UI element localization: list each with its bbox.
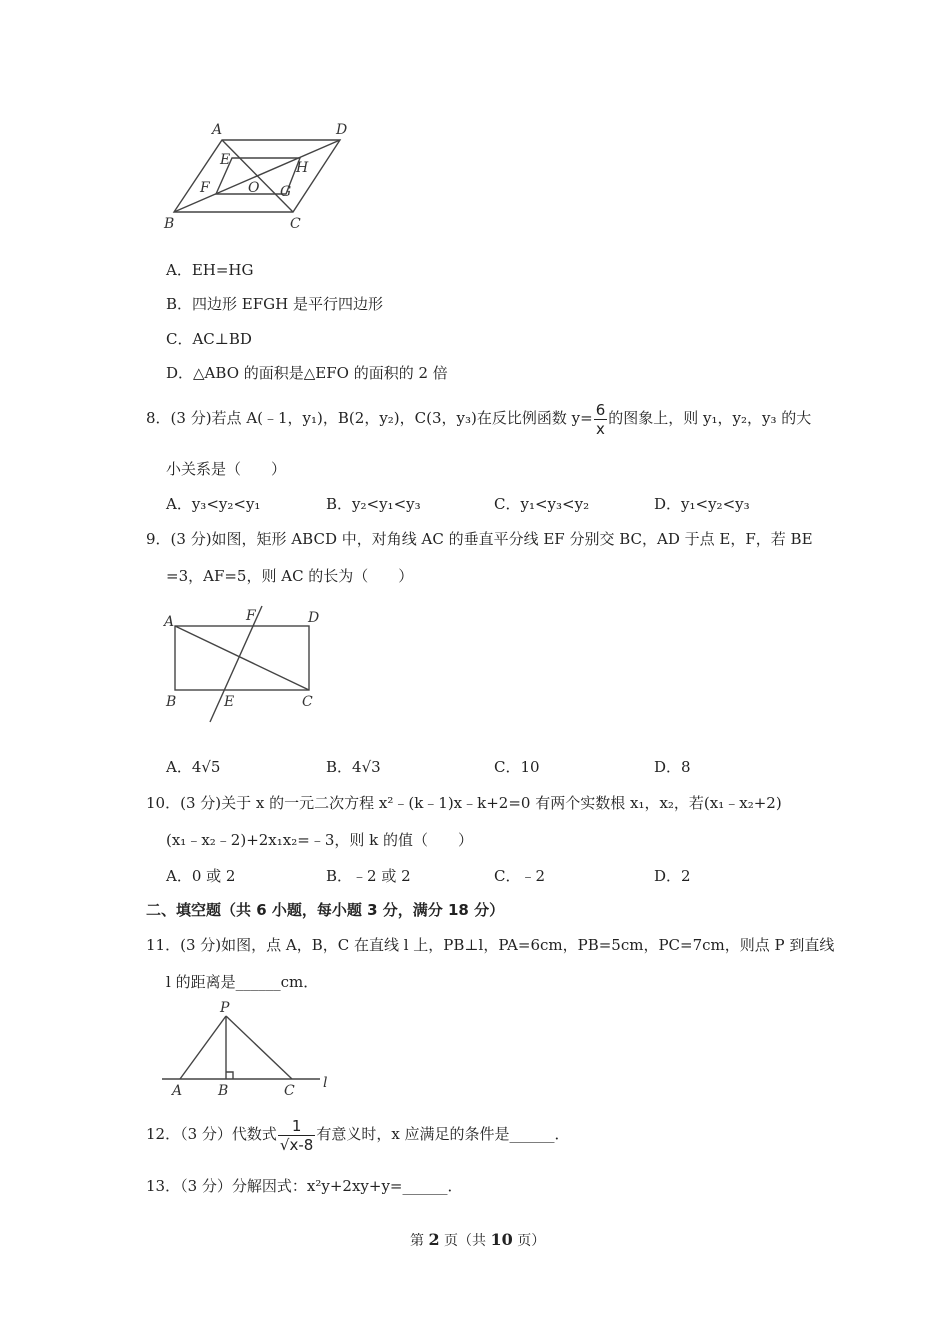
section-heading-fill-in: 二、填空题（共 6 小题，每小题 3 分，满分 18 分）: [146, 901, 505, 919]
label-E: E: [224, 694, 235, 710]
q8-fraction: [594, 401, 608, 438]
label-C: C: [290, 216, 301, 232]
footer-post: 页）: [517, 1233, 546, 1249]
q13-stem: 13．（3 分）分解因式：x²y+2xy+y=______．: [146, 1177, 463, 1195]
label-A: A: [164, 614, 175, 630]
q8-stem-pre: 8．(3 分)若点 A(﹣1，y₁)，B(2，y₂)，C(3，y₃)在反比例函数 y=: [146, 409, 593, 427]
label-B: B: [218, 1083, 229, 1099]
q7-option-b: B．四边形 EFGH 是平行四边形: [166, 295, 383, 313]
q10-stem-line2: (x₁﹣x₂﹣2)+2x₁x₂=﹣3，则 k 的值（ ）: [166, 831, 473, 849]
q11-stem-line2: l 的距离是______cm．: [166, 973, 319, 991]
label-C: C: [284, 1083, 295, 1099]
label-P: P: [220, 1000, 230, 1016]
q8-option-a: A．y₃<y₂<y₁: [166, 495, 261, 513]
q9-option-b: B．4√3: [326, 758, 381, 776]
q12-fraction: [278, 1117, 315, 1154]
q8-option-c: C．y₁<y₃<y₂: [494, 495, 590, 513]
q8-stem-line1: [146, 400, 811, 438]
q10-stem-line1: 10．(3 分)关于 x 的一元二次方程 x²﹣(k﹣1)x﹣k+2=0 有两个实数根 x₁，x₂，若(x₁﹣x₂+2): [146, 794, 782, 812]
label-C: C: [302, 694, 313, 710]
label-B: B: [166, 694, 177, 710]
q9-figure: [160, 604, 330, 728]
segment-pc: [226, 1016, 292, 1079]
label-G: G: [280, 184, 292, 200]
q12-stem-post: 有意义时，x 应满足的条件是______．: [316, 1125, 570, 1143]
label-D: D: [308, 610, 320, 626]
q7-option-d: D．△ABO 的面积是△EFO 的面积的 2 倍: [166, 364, 448, 382]
label-A: A: [212, 122, 223, 138]
q8-stem-post: 的图象上，则 y₁，y₂，y₃ 的大: [608, 409, 812, 427]
footer-page-number: 2: [428, 1230, 440, 1249]
q12-frac-den: √x-8: [279, 1135, 314, 1154]
q10-option-c: C．﹣2: [494, 867, 546, 885]
q8-stem-line2: 小关系是（ ）: [166, 460, 287, 478]
q12-stem: [146, 1114, 570, 1154]
right-angle-mark: [226, 1072, 233, 1079]
q11-stem-line1: 11．(3 分)如图，点 A，B，C 在直线 l 上，PB⊥l，PA=6cm，PB=5cm，PC=7cm，则点 P 到直线: [146, 936, 835, 954]
q9-option-d: D．8: [654, 758, 691, 776]
q8-option-d: D．y₁<y₂<y₃: [654, 495, 750, 513]
q11-figure: [160, 998, 340, 1102]
q7-option-a: A．EH=HG: [166, 261, 254, 279]
q8-frac-den: x: [596, 419, 605, 438]
diagonal-ac: [175, 626, 309, 690]
q10-option-b: B．﹣2 或 2: [326, 867, 411, 885]
footer-mid: 页（共: [444, 1233, 487, 1249]
label-l: l: [323, 1075, 328, 1091]
q9-stem-line2: =3，AF=5，则 AC 的长为（ ）: [166, 567, 414, 585]
q9-option-a: A．4√5: [166, 758, 221, 776]
q7-option-c: C．AC⊥BD: [166, 330, 252, 348]
label-F: F: [200, 180, 210, 196]
q10-option-d: D．2: [654, 867, 691, 885]
q9-stem-line1: 9．(3 分)如图，矩形 ABCD 中，对角线 AC 的垂直平分线 EF 分别交 BC，AD 于点 E，F，若 BE: [146, 530, 813, 548]
label-E: E: [220, 152, 231, 168]
q8-frac-num: 6: [595, 400, 606, 419]
footer-pre: 第: [410, 1233, 424, 1249]
label-A: A: [172, 1083, 183, 1099]
q8-option-b: B．y₂<y₁<y₃: [326, 495, 421, 513]
q10-option-a: A．0 或 2: [166, 867, 236, 885]
label-D: D: [336, 122, 348, 138]
label-H: H: [296, 160, 309, 176]
page-footer: [410, 1230, 545, 1251]
q12-frac-num: 1: [278, 1117, 315, 1136]
footer-total-pages: 10: [490, 1230, 513, 1249]
q9-option-c: C．10: [494, 758, 540, 776]
label-F: F: [246, 608, 256, 624]
q7-figure: [160, 118, 360, 238]
segment-pa: [180, 1016, 226, 1079]
label-O: O: [248, 180, 260, 196]
label-B: B: [164, 216, 175, 232]
q12-stem-pre: 12．（3 分）代数式: [146, 1125, 277, 1143]
